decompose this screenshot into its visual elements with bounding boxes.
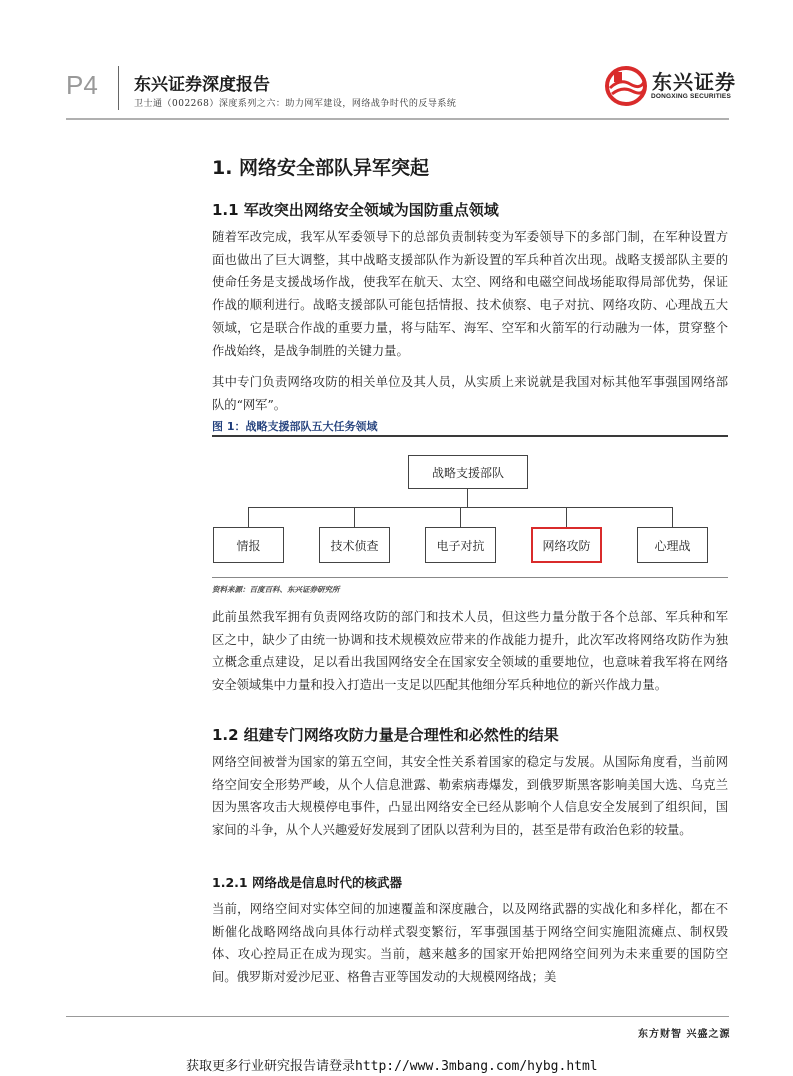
logo-english: DONGXING SECURITIES bbox=[651, 93, 732, 100]
connector-line bbox=[354, 507, 355, 527]
section-1-2-1-title: 1.2.1 网络战是信息时代的核武器 bbox=[212, 875, 402, 890]
download-link[interactable]: 获取更多行业研究报告请登录http://www.3mbang.com/hybg.html bbox=[186, 1059, 598, 1074]
paragraph: 随着军改完成，我军从军委领导下的总部负责制转变为军委领导下的多部门制，在军种设置方面也做出了巨大调整，其中战略支援部队作为新设置的军兵种首次出现。战略支援部队主要的使命任务是支援战场作战，使我军在航天、太空、网络和电磁空间战场能取得局部优势，保证作战的顺利进行。战略支援部队可能包括情报、技术侦察、电子对抗、网络攻防、心理战五大领域，它是联合作战的重要力量，将与陆军、海军、空军和火箭军的行动融为一体，贯穿整个作战始终，是战争制胜的关键力量。 bbox=[212, 230, 728, 358]
org-child-box: 情报 bbox=[213, 527, 284, 563]
report-title: 东兴证券深度报告 bbox=[134, 75, 270, 95]
figure-source: 资料来源：百度百科、东兴证券研究所 bbox=[212, 585, 340, 594]
connector-line bbox=[248, 507, 249, 527]
org-child-box: 技术侦查 bbox=[319, 527, 390, 563]
org-root-box: 战略支援部队 bbox=[408, 455, 528, 489]
after-figure-body bbox=[212, 606, 728, 697]
header-divider bbox=[118, 66, 119, 110]
connector-line bbox=[566, 507, 567, 527]
section-1-2-title: 1.2 组建专门网络攻防力量是合理性和必然性的结果 bbox=[212, 726, 559, 744]
figure-bottom-rule bbox=[212, 577, 728, 578]
org-child-box-highlighted: 网络攻防 bbox=[531, 527, 602, 563]
org-child-box: 心理战 bbox=[637, 527, 708, 563]
org-child-box: 电子对抗 bbox=[425, 527, 496, 563]
connector-line bbox=[460, 507, 461, 527]
header-rule bbox=[66, 118, 729, 120]
section-1-2-body bbox=[212, 751, 728, 842]
logo-text: 东兴证券 bbox=[652, 70, 736, 94]
page-number: P4 bbox=[66, 70, 98, 100]
figure-title: 图 1：战略支援部队五大任务领域 bbox=[212, 420, 378, 433]
section-1-1-title: 1.1 军改突出网络安全领域为国防重点领域 bbox=[212, 201, 499, 219]
figure-top-rule bbox=[212, 435, 728, 437]
section-1-title: 1. 网络安全部队异军突起 bbox=[212, 157, 430, 179]
report-subtitle: 卫士通（002268）深度系列之六：助力网军建设，网络战争时代的反导系统 bbox=[134, 99, 457, 109]
footer-rule bbox=[66, 1016, 729, 1017]
paragraph: 网络空间被誉为国家的第五空间，其安全性关系着国家的稳定与发展。从国际角度看，当前网络空间安全形势严峻，从个人信息泄露、勒索病毒爆发，到俄罗斯黑客影响美国大选、乌克兰因为黑客攻击大规模停电事件，凸显出网络安全已经从影响个人信息安全发展到了组织间，国家间的斗争，从个人兴趣爱好发展到了团队以营利为目的，甚至是带有政治色彩的较量。 bbox=[212, 755, 728, 838]
footer-slogan: 东方财智 兴盛之源 bbox=[638, 1029, 731, 1040]
paragraph: 其中专门负责网络攻防的相关单位及其人员，从实质上来说就是我国对标其他军事强国网络部队的“网军”。 bbox=[212, 375, 728, 412]
section-1-1-body bbox=[212, 226, 728, 417]
connector-line bbox=[672, 507, 673, 527]
connector-line bbox=[467, 489, 468, 507]
paragraph: 当前，网络空间对实体空间的加速覆盖和深度融合，以及网络武器的实战化和多样化，都在不断催化战略网络战向具体行动样式裂变繁衍，军事强国基于网络空间实施阻流瘫点、制权毁体、攻心控局正在成为现实。当前，越来越多的国家开始把网络空间列为未来重要的国防空间。俄罗斯对爱沙尼亚、格鲁吉亚等国发动的大规模网络战；美 bbox=[212, 902, 728, 985]
paragraph: 此前虽然我军拥有负责网络攻防的部门和技术人员，但这些力量分散于各个总部、军兵种和军区之中，缺少了由统一协调和技术规模效应带来的作战能力提升，此次军改将网络攻防作为独立概念重点建设，足以看出我国网络安全在国家安全领域的重要地位，也意味着我军将在网络安全领域集中力量和投入打造出一支足以匹配其他细分军兵种地位的新兴作战力量。 bbox=[212, 610, 728, 693]
section-1-2-1-body bbox=[212, 898, 728, 989]
